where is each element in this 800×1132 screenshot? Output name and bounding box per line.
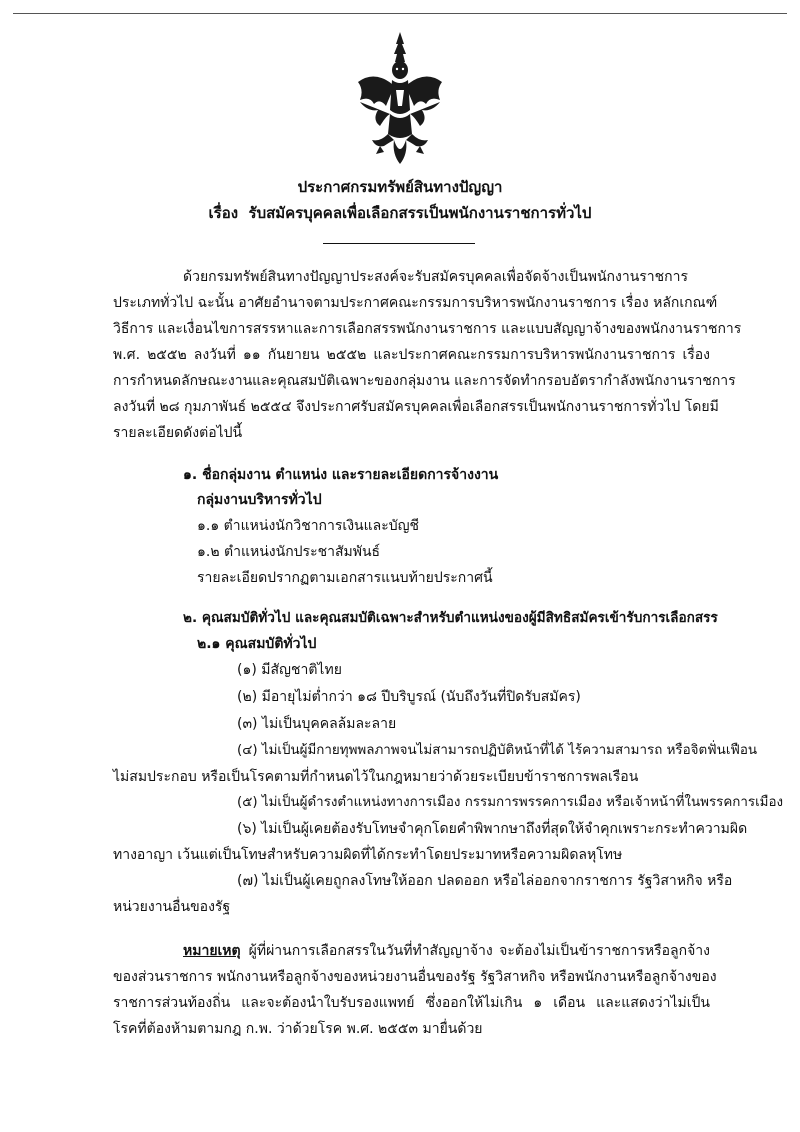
intro-line-7: รายละเอียดดังต่อไปนี้ [113, 425, 243, 441]
qualification-2: (๒) มีอายุไม่ต่ำกว่า ๑๘ ปีบริบูรณ์ (นับถึงวันที่ปิดรับสมัคร) [237, 689, 581, 705]
intro-line-1: ด้วยกรมทรัพย์สินทางปัญญาประสงค์จะรับสมัครบุคคลเพื่อจัดจ้างเป็นพนักงานราชการ [183, 269, 689, 285]
intro-line-6: ลงวันที่ ๒๘ กุมภาพันธ์ ๒๕๕๔ จึงประกาศรับสมัครบุคคลเพื่อเลือกสรรเป็นพนักงานราชการทั่วไป โดยมี [113, 399, 719, 415]
section2-heading: ๒. คุณสมบัติทั่วไป และคุณสมบัติเฉพาะสำหรับตำแหน่งของผู้มีสิทธิสมัครเข้ารับการเลือกสรร [183, 610, 718, 626]
qualification-7-cont: หน่วยงานอื่นของรัฐ [113, 899, 231, 915]
qualification-4: (๔) ไม่เป็นผู้มีกายทุพพลภาพจนไม่สามารถปฏิบัติหน้าที่ได้ ไร้ความสามารถ หรือจิตฟั่นเฟือน [237, 743, 758, 758]
qualification-6-cont: ทางอาญา เว้นแต่เป็นโทษสำหรับความผิดที่ได้กระทำโดยประมาทหรือความผิดลหุโทษ [113, 847, 623, 863]
qualification-4-cont: ไม่สมประกอบ หรือเป็นโรคตามที่กำหนดไว้ในกฎหมายว่าด้วยระเบียบข้าราชการพลเรือน [113, 769, 639, 785]
document-title: ประกาศกรมทรัพย์สินทางปัญญา [297, 178, 503, 196]
qualification-1: (๑) มีสัญชาติไทย [237, 662, 342, 678]
subject-label: เรื่อง [208, 204, 239, 222]
qualification-7: (๗) ไม่เป็นผู้เคยถูกลงโทษให้ออก ปลดออก หรือไล่ออกจากราชการ รัฐวิสาหกิจ หรือ [237, 873, 733, 889]
remark-line-1: ผู้ที่ผ่านการเลือกสรรในวันที่ทำสัญญาจ้าง จะต้องไม่เป็นข้าราชการหรือลูกจ้าง [248, 943, 710, 959]
remark-line-2: ของส่วนราชการ พนักงานหรือลูกจ้างของหน่วยงานอื่นของรัฐ รัฐวิสาหกิจ หรือพนักงานหรือลูกจ้างของ [113, 969, 717, 985]
section1-position-1: ๑.๑ ตำแหน่งนักวิชาการเงินและบัญชี [197, 518, 420, 534]
section2-sub: ๒.๑ คุณสมบัติทั่วไป [197, 636, 317, 652]
remark-first-line [183, 940, 710, 962]
subject-text: รับสมัครบุคคลเพื่อเลือกสรรเป็นพนักงานราชการทั่วไป [248, 204, 592, 222]
top-border-line [13, 13, 787, 14]
remark-line-4: โรคที่ต้องห้ามตามกฎ ก.พ. ว่าด้วยโรค พ.ศ. ๒๕๕๓ มายื่นด้วย [113, 1021, 483, 1037]
qualification-6: (๖) ไม่เป็นผู้เคยต้องรับโทษจำคุกโดยคำพิพากษาถึงที่สุดให้จำคุกเพราะกระทำความผิด [237, 821, 748, 837]
section1-position-2: ๑.๒ ตำแหน่งนักประชาสัมพันธ์ [197, 544, 381, 560]
title-underline [323, 243, 475, 244]
intro-line-5: การกำหนดลักษณะงานและคุณสมบัติเฉพาะของกลุ่มงาน และการจัดทำกรอบอัตรากำลังพนักงานราชการ [113, 373, 736, 389]
garuda-emblem-icon [350, 30, 450, 170]
intro-line-2: ประเภททั่วไป ฉะนั้น อาศัยอำนาจตามประกาศคณะกรรมการบริหารพนักงานราชการ เรื่อง หลักเกณฑ์ [113, 295, 718, 311]
section1-note: รายละเอียดปรากฏตามเอกสารแนบท้ายประกาศนี้ [197, 570, 493, 586]
section1-group: กลุ่มงานบริหารทั่วไป [197, 492, 322, 508]
intro-line-4: พ.ศ. ๒๕๕๒ ลงวันที่ ๑๑ กันยายน ๒๕๕๒ และประกาศคณะกรรมการบริหารพนักงานราชการ เรื่อง [113, 347, 710, 363]
qualification-3: (๓) ไม่เป็นบุคคลล้มละลาย [237, 716, 397, 732]
remark-label: หมายเหตุ [183, 943, 241, 959]
intro-line-3: วิธีการ และเงื่อนไขการสรรหาและการเลือกสรรพนักงานราชการ และแบบสัญญาจ้างของพนักงานราชการ [113, 321, 742, 337]
qualification-5: (๕) ไม่เป็นผู้ดำรงตำแหน่งทางการเมือง กรรมการพรรคการเมือง หรือเจ้าหน้าที่ในพรรคการเมือง [237, 795, 784, 810]
remark-line-3: ราชการส่วนท้องถิ่น และจะต้องนำใบรับรองแพทย์ ซึ่งออกให้ไม่เกิน ๑ เดือน และแสดงว่าไม่เป็น [113, 995, 710, 1011]
section1-heading: ๑. ชื่อกลุ่มงาน ตำแหน่ง และรายละเอียดการจ้างงาน [183, 467, 499, 483]
document-subject [0, 201, 800, 225]
